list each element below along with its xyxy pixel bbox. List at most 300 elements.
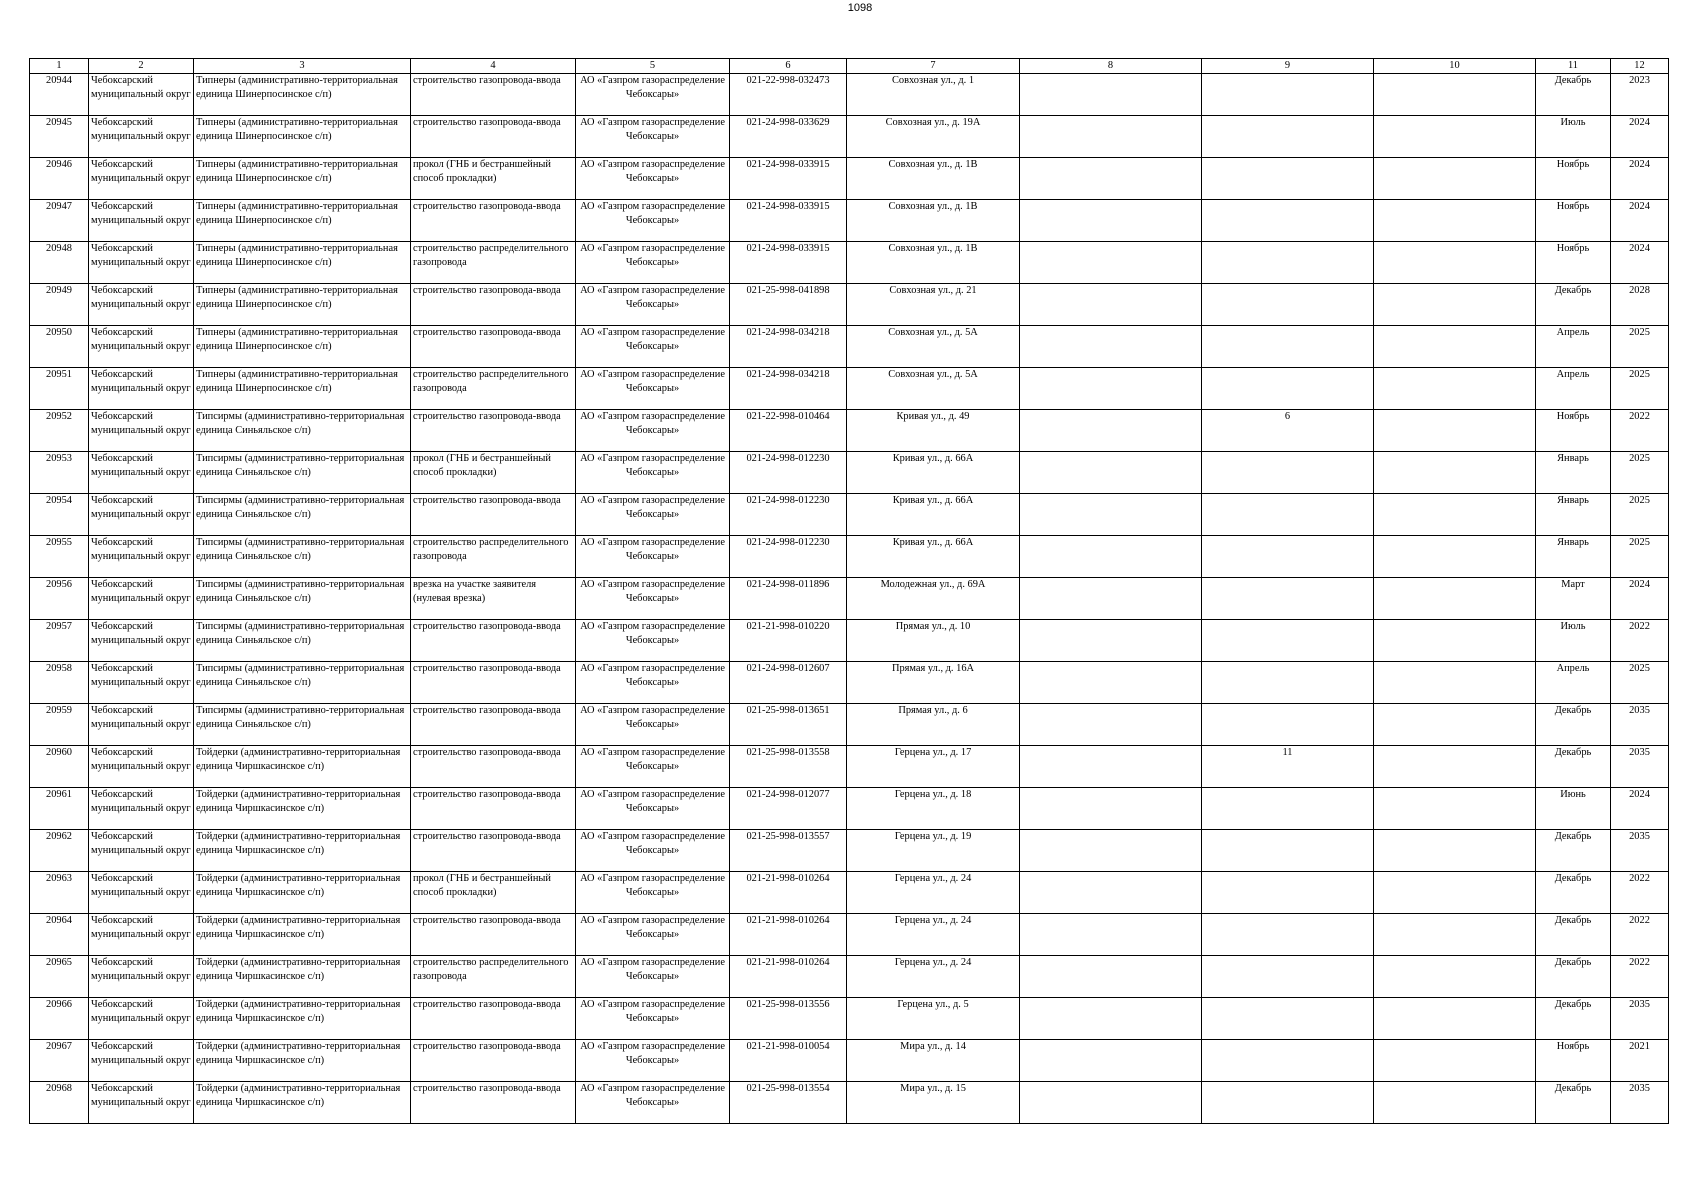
col10-text [1376, 494, 1533, 535]
work-type-cell [411, 578, 576, 620]
year-cell [1611, 956, 1669, 998]
district-cell [89, 536, 194, 578]
district-text: Чебоксарский муниципальный округ [91, 957, 191, 982]
year-text: 2025 [1629, 537, 1650, 548]
year-text: 2022 [1629, 411, 1650, 422]
col8-cell [1020, 914, 1202, 956]
address-text: Прямая ул., д. 16А [891, 663, 975, 674]
settlement-cell [194, 368, 411, 410]
settlement-text: Типнеры (административно-территориальная единица Шинерпосинское с/п) [196, 327, 398, 352]
year-text: 2024 [1629, 201, 1650, 212]
request-number-cell [730, 158, 847, 200]
col8-cell [1020, 200, 1202, 242]
organization-cell [576, 1040, 730, 1082]
address-text: Совхозная ул., д. 5А [888, 369, 978, 380]
month-text: Декабрь [1554, 705, 1592, 716]
request-number-text: 021-24-998-033915 [746, 201, 830, 212]
request-number-cell [730, 326, 847, 368]
year-cell [1611, 788, 1669, 830]
col9-text [1204, 1040, 1371, 1081]
col8-cell [1020, 956, 1202, 998]
table-row [30, 704, 1669, 746]
settlement-text: Типнеры (административно-территориальная единица Шинерпосинское с/п) [196, 285, 398, 310]
address-cell [847, 326, 1020, 368]
district-cell [89, 830, 194, 872]
address-cell [847, 494, 1020, 536]
col9-text [1204, 536, 1371, 577]
address-cell [847, 1082, 1020, 1124]
organization-cell [576, 116, 730, 158]
table-row [30, 998, 1669, 1040]
col8-cell [1020, 410, 1202, 452]
col8-cell [1020, 1082, 1202, 1124]
col10-text [1376, 284, 1533, 325]
month-text: Апрель [1556, 327, 1590, 338]
settlement-text: Типнеры (административно-территориальная единица Шинерпосинское с/п) [196, 117, 398, 142]
work-type-cell [411, 536, 576, 578]
month-text: Январь [1557, 537, 1589, 548]
column-header: 1 [30, 59, 89, 74]
work-type-text: строительство газопровода-ввода [413, 495, 561, 506]
district-text: Чебоксарский муниципальный округ [91, 873, 191, 898]
settlement-cell [194, 662, 411, 704]
col8-text [1022, 536, 1199, 577]
address-text: Герцена ул., д. 24 [894, 957, 972, 968]
request-number-text: 021-25-998-013558 [746, 747, 830, 758]
settlement-text: Тойдерки (административно-территориальная единица Чиршкасинское с/п) [196, 957, 401, 982]
work-type-cell [411, 452, 576, 494]
col8-text [1022, 368, 1199, 409]
district-text: Чебоксарский муниципальный округ [91, 621, 191, 646]
col10-cell [1374, 284, 1536, 326]
request-number-text: 021-25-998-013556 [746, 999, 830, 1010]
month-cell [1536, 494, 1611, 536]
column-number-row [30, 59, 1669, 74]
district-cell [89, 284, 194, 326]
month-text: Декабрь [1554, 747, 1592, 758]
col8-cell [1020, 998, 1202, 1040]
table-row [30, 620, 1669, 662]
work-type-text: врезка на участке заявителя (нулевая врезка) [413, 579, 537, 604]
year-text: 2024 [1629, 117, 1650, 128]
table-row [30, 242, 1669, 284]
request-number-cell [730, 1082, 847, 1124]
record-number-cell [30, 368, 89, 410]
table-row [30, 914, 1669, 956]
col9-cell [1202, 326, 1374, 368]
year-text: 2024 [1629, 579, 1650, 590]
col9-cell [1202, 704, 1374, 746]
address-cell [847, 998, 1020, 1040]
address-text: Кривая ул., д. 66А [892, 453, 974, 464]
month-cell [1536, 578, 1611, 620]
col9-text [1204, 74, 1371, 115]
work-type-text: строительство газопровода-ввода [413, 705, 561, 716]
col10-text [1376, 788, 1533, 829]
col10-cell [1374, 956, 1536, 998]
col9-text [1204, 326, 1371, 367]
col8-text [1022, 494, 1199, 535]
table-body [30, 74, 1669, 1124]
col10-text [1376, 410, 1533, 451]
table-row [30, 1040, 1669, 1082]
record-number-text: 20958 [46, 663, 72, 674]
year-cell [1611, 704, 1669, 746]
table-row [30, 74, 1669, 116]
year-text: 2021 [1629, 1041, 1650, 1052]
request-number-cell [730, 1040, 847, 1082]
record-number-text: 20953 [46, 453, 72, 464]
col10-text [1376, 452, 1533, 493]
year-text: 2025 [1629, 495, 1650, 506]
col10-text [1376, 536, 1533, 577]
month-cell [1536, 1082, 1611, 1124]
col10-text [1376, 620, 1533, 661]
district-text: Чебоксарский муниципальный округ [91, 411, 191, 436]
column-header: 8 [1020, 59, 1202, 74]
col10-cell [1374, 830, 1536, 872]
district-text: Чебоксарский муниципальный округ [91, 75, 191, 100]
col10-cell [1374, 200, 1536, 242]
col9-cell [1202, 662, 1374, 704]
table-row [30, 746, 1669, 788]
work-type-cell [411, 746, 576, 788]
request-number-text: 021-22-998-010464 [746, 411, 830, 422]
year-cell [1611, 452, 1669, 494]
col9-text [1204, 116, 1371, 157]
month-cell [1536, 830, 1611, 872]
address-cell [847, 872, 1020, 914]
month-cell [1536, 410, 1611, 452]
organization-cell [576, 914, 730, 956]
settlement-text: Типнеры (административно-территориальная единица Шинерпосинское с/п) [196, 159, 398, 184]
organization-cell [576, 536, 730, 578]
organization-cell [576, 662, 730, 704]
work-type-cell [411, 914, 576, 956]
organization-text: АО «Газпром газораспределение Чебоксары» [580, 957, 725, 982]
address-text: Молодежная ул., д. 69А [880, 579, 986, 590]
col8-cell [1020, 368, 1202, 410]
district-cell [89, 1082, 194, 1124]
year-cell [1611, 1082, 1669, 1124]
month-text: Июнь [1560, 789, 1586, 800]
settlement-text: Типнеры (административно-территориальная единица Шинерпосинское с/п) [196, 243, 398, 268]
work-type-cell [411, 326, 576, 368]
table-row [30, 116, 1669, 158]
col9-cell [1202, 284, 1374, 326]
col10-cell [1374, 158, 1536, 200]
month-cell [1536, 872, 1611, 914]
settlement-cell [194, 578, 411, 620]
month-text: Июль [1560, 117, 1586, 128]
col10-text [1376, 242, 1533, 283]
record-number-text: 20947 [46, 201, 72, 212]
table-row [30, 1082, 1669, 1124]
address-cell [847, 914, 1020, 956]
col9-text [1204, 494, 1371, 535]
district-text: Чебоксарский муниципальный округ [91, 285, 191, 310]
col8-text [1022, 1082, 1199, 1123]
address-text: Совхозная ул., д. 19А [885, 117, 981, 128]
col9-cell [1202, 872, 1374, 914]
col10-cell [1374, 326, 1536, 368]
col8-cell [1020, 242, 1202, 284]
col8-text [1022, 452, 1199, 493]
col9-text [1204, 284, 1371, 325]
request-number-text: 021-25-998-013557 [746, 831, 830, 842]
col10-cell [1374, 536, 1536, 578]
month-cell [1536, 452, 1611, 494]
district-text: Чебоксарский муниципальный округ [91, 327, 191, 352]
column-header: 6 [730, 59, 847, 74]
address-cell [847, 452, 1020, 494]
month-text: Декабрь [1554, 831, 1592, 842]
year-cell [1611, 998, 1669, 1040]
col8-cell [1020, 452, 1202, 494]
request-number-text: 021-24-998-012607 [746, 663, 830, 674]
settlement-text: Тойдерки (административно-территориальная единица Чиршкасинское с/п) [196, 789, 401, 814]
col8-text [1022, 662, 1199, 703]
record-number-cell [30, 158, 89, 200]
district-cell [89, 998, 194, 1040]
district-text: Чебоксарский муниципальный округ [91, 1041, 191, 1066]
organization-cell [576, 1082, 730, 1124]
district-text: Чебоксарский муниципальный округ [91, 201, 191, 226]
settlement-cell [194, 536, 411, 578]
district-text: Чебоксарский муниципальный округ [91, 453, 191, 478]
month-cell [1536, 242, 1611, 284]
col9-cell [1202, 74, 1374, 116]
col10-cell [1374, 116, 1536, 158]
col10-cell [1374, 872, 1536, 914]
work-type-text: строительство газопровода-ввода [413, 117, 561, 128]
col10-cell [1374, 914, 1536, 956]
organization-text: АО «Газпром газораспределение Чебоксары» [580, 999, 725, 1024]
record-number-cell [30, 284, 89, 326]
record-number-text: 20962 [46, 831, 72, 842]
work-type-text: строительство газопровода-ввода [413, 999, 561, 1010]
address-cell [847, 368, 1020, 410]
record-number-cell [30, 746, 89, 788]
address-text: Совхозная ул., д. 1В [888, 243, 978, 254]
col10-text [1376, 1040, 1533, 1081]
settlement-cell [194, 326, 411, 368]
record-number-text: 20944 [46, 75, 72, 86]
record-number-text: 20966 [46, 999, 72, 1010]
work-type-cell [411, 116, 576, 158]
col8-text [1022, 998, 1199, 1039]
address-cell [847, 746, 1020, 788]
col9-text [1204, 1082, 1371, 1123]
year-cell [1611, 158, 1669, 200]
year-cell [1611, 368, 1669, 410]
col10-cell [1374, 578, 1536, 620]
settlement-text: Тойдерки (административно-территориальная единица Чиршкасинское с/п) [196, 831, 401, 856]
request-number-text: 021-21-998-010220 [746, 621, 830, 632]
page-number: 1098 [847, 2, 873, 14]
request-number-cell [730, 620, 847, 662]
record-number-text: 20964 [46, 915, 72, 926]
address-cell [847, 662, 1020, 704]
month-text: Декабрь [1554, 285, 1592, 296]
col8-text [1022, 284, 1199, 325]
table-row [30, 158, 1669, 200]
district-text: Чебоксарский муниципальный округ [91, 663, 191, 688]
col9-text [1204, 158, 1371, 199]
district-text: Чебоксарский муниципальный округ [91, 537, 191, 562]
work-type-text: строительство распределительного газопровода [413, 369, 569, 394]
col8-cell [1020, 536, 1202, 578]
request-number-cell [730, 788, 847, 830]
work-type-cell [411, 620, 576, 662]
organization-text: АО «Газпром газораспределение Чебоксары» [580, 495, 725, 520]
district-cell [89, 620, 194, 662]
request-number-text: 021-24-998-012230 [746, 495, 830, 506]
settlement-cell [194, 914, 411, 956]
record-number-text: 20948 [46, 243, 72, 254]
year-cell [1611, 662, 1669, 704]
col8-text [1022, 872, 1199, 913]
district-text: Чебоксарский муниципальный округ [91, 915, 191, 940]
col8-text [1022, 158, 1199, 199]
col8-cell [1020, 662, 1202, 704]
request-number-cell [730, 494, 847, 536]
work-type-text: строительство газопровода-ввода [413, 201, 561, 212]
settlement-cell [194, 158, 411, 200]
work-type-cell [411, 200, 576, 242]
col8-cell [1020, 830, 1202, 872]
organization-text: АО «Газпром газораспределение Чебоксары» [580, 873, 725, 898]
col8-text [1022, 914, 1199, 955]
district-cell [89, 746, 194, 788]
record-number-text: 20955 [46, 537, 72, 548]
district-cell [89, 1040, 194, 1082]
address-text: Герцена ул., д. 24 [894, 873, 972, 884]
request-number-cell [730, 200, 847, 242]
year-cell [1611, 536, 1669, 578]
district-text: Чебоксарский муниципальный округ [91, 747, 191, 772]
col9-text [1204, 704, 1371, 745]
col8-cell [1020, 620, 1202, 662]
settlement-text: Тойдерки (административно-территориальная единица Чиршкасинское с/п) [196, 1083, 401, 1108]
record-number-cell [30, 578, 89, 620]
work-type-text: прокол (ГНБ и бестраншейный способ прокладки) [413, 453, 551, 478]
work-type-cell [411, 704, 576, 746]
address-text: Герцена ул., д. 17 [894, 747, 972, 758]
year-cell [1611, 242, 1669, 284]
work-type-text: строительство распределительного газопровода [413, 957, 569, 982]
year-cell [1611, 284, 1669, 326]
column-header: 7 [847, 59, 1020, 74]
col10-cell [1374, 452, 1536, 494]
record-number-cell [30, 662, 89, 704]
col10-cell [1374, 788, 1536, 830]
work-type-text: строительство газопровода-ввода [413, 663, 561, 674]
work-type-cell [411, 998, 576, 1040]
record-number-cell [30, 200, 89, 242]
settlement-text: Типсирмы (административно-территориальная единица Синьяльское с/п) [196, 453, 405, 478]
organization-text: АО «Газпром газораспределение Чебоксары» [580, 453, 725, 478]
settlement-text: Тойдерки (административно-территориальная единица Чиршкасинское с/п) [196, 999, 401, 1024]
month-cell [1536, 326, 1611, 368]
organization-cell [576, 746, 730, 788]
col9-text [1204, 914, 1371, 955]
work-type-text: строительство распределительного газопровода [413, 537, 569, 562]
settlement-cell [194, 410, 411, 452]
organization-cell [576, 998, 730, 1040]
settlement-cell [194, 620, 411, 662]
table-row [30, 662, 1669, 704]
work-type-cell [411, 872, 576, 914]
request-number-cell [730, 242, 847, 284]
address-text: Совхозная ул., д. 1 [891, 75, 975, 86]
year-text: 2035 [1629, 705, 1650, 716]
request-number-text: 021-21-998-010264 [746, 957, 830, 968]
address-cell [847, 410, 1020, 452]
settlement-text: Типнеры (административно-территориальная единица Шинерпосинское с/п) [196, 201, 398, 226]
col9-text [1204, 200, 1371, 241]
organization-text: АО «Газпром газораспределение Чебоксары» [580, 831, 725, 856]
record-number-text: 20949 [46, 285, 72, 296]
request-number-cell [730, 578, 847, 620]
month-text: Ноябрь [1556, 159, 1590, 170]
organization-text: АО «Газпром газораспределение Чебоксары» [580, 579, 725, 604]
year-cell [1611, 200, 1669, 242]
settlement-text: Тойдерки (административно-территориальная единица Чиршкасинское с/п) [196, 747, 401, 772]
work-type-text: прокол (ГНБ и бестраншейный способ прокладки) [413, 873, 551, 898]
month-cell [1536, 998, 1611, 1040]
month-text: Март [1561, 579, 1585, 590]
address-cell [847, 536, 1020, 578]
request-number-cell [730, 746, 847, 788]
col8-text [1022, 74, 1199, 115]
organization-cell [576, 410, 730, 452]
record-number-cell [30, 410, 89, 452]
column-header: 2 [89, 59, 194, 74]
settlement-cell [194, 74, 411, 116]
record-number-text: 20951 [46, 369, 72, 380]
request-number-text: 021-25-998-013651 [746, 705, 830, 716]
col9-cell [1202, 116, 1374, 158]
settlement-text: Тойдерки (административно-территориальная единица Чиршкасинское с/п) [196, 915, 401, 940]
record-number-text: 20963 [46, 873, 72, 884]
table-row [30, 956, 1669, 998]
col8-cell [1020, 494, 1202, 536]
organization-text: АО «Газпром газораспределение Чебоксары» [580, 705, 725, 730]
col8-text [1022, 326, 1199, 367]
request-number-cell [730, 536, 847, 578]
district-text: Чебоксарский муниципальный округ [91, 243, 191, 268]
table-row [30, 284, 1669, 326]
settlement-text: Типсирмы (административно-территориальная единица Синьяльское с/п) [196, 579, 405, 604]
col9-text [1204, 662, 1371, 703]
record-number-cell [30, 956, 89, 998]
settlement-cell [194, 452, 411, 494]
col10-cell [1374, 1082, 1536, 1124]
col8-text [1022, 956, 1199, 997]
col10-text [1376, 1082, 1533, 1123]
col9-text [1204, 578, 1371, 619]
col10-cell [1374, 1040, 1536, 1082]
district-cell [89, 788, 194, 830]
settlement-cell [194, 116, 411, 158]
col8-text [1022, 704, 1199, 745]
organization-cell [576, 74, 730, 116]
settlement-cell [194, 746, 411, 788]
month-cell [1536, 116, 1611, 158]
record-number-cell [30, 494, 89, 536]
work-type-cell [411, 956, 576, 998]
